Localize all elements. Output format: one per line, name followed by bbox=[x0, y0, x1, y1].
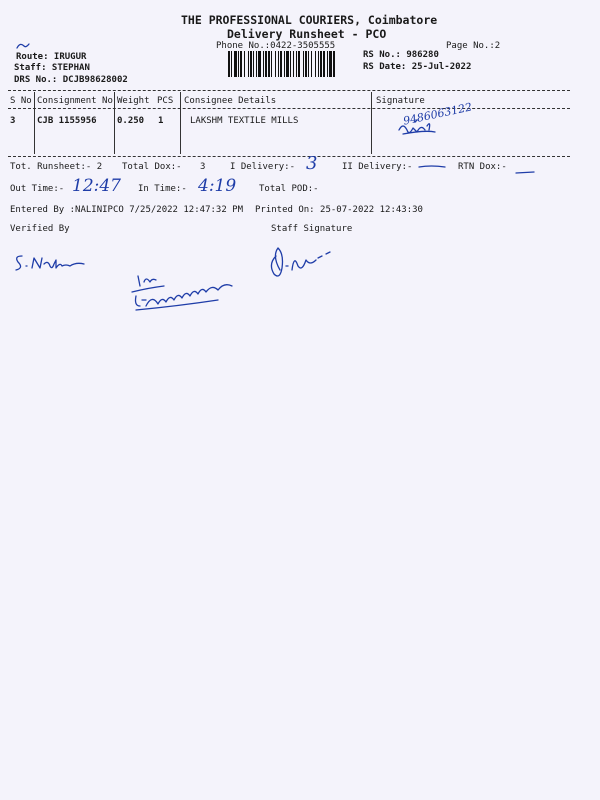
column-divider bbox=[114, 92, 115, 154]
pen-mark-icon bbox=[16, 42, 30, 50]
out-time-handwritten: 12:47 bbox=[72, 176, 121, 196]
entered-by: Entered By :NALINIPCO 7/25/2022 12:47:32 PM bbox=[10, 205, 243, 215]
barcode-bar bbox=[296, 51, 297, 77]
barcode-bar bbox=[293, 51, 294, 77]
staff-signature-label: Staff Signature bbox=[271, 224, 353, 234]
column-divider bbox=[371, 92, 372, 154]
total-dox-value: 3 bbox=[200, 162, 206, 172]
barcode-bar bbox=[327, 51, 328, 77]
barcode-bar bbox=[271, 51, 272, 77]
barcode-bar bbox=[250, 51, 252, 77]
verifier-signature bbox=[12, 250, 92, 274]
tot-runsheet: Tot. Runsheet:- 2 bbox=[10, 162, 103, 172]
ii-delivery-label: II Delivery:- bbox=[342, 162, 413, 172]
drs-number: DRS No.: DCJB98628002 bbox=[14, 75, 128, 85]
company-name: THE PROFESSIONAL COURIERS, Coimbatore bbox=[181, 13, 438, 27]
i-delivery-label: I Delivery:- bbox=[230, 162, 296, 172]
barcode-bar bbox=[258, 51, 261, 77]
total-pod-label: Total POD:- bbox=[259, 184, 319, 194]
col-header-sno: S No bbox=[10, 96, 32, 106]
col-header-consignment: Consignment No bbox=[37, 96, 113, 106]
barcode-bar bbox=[284, 51, 285, 77]
barcode-bar bbox=[238, 51, 239, 77]
barcode-bar bbox=[290, 51, 291, 77]
barcode-bar bbox=[256, 51, 257, 77]
row-weight: 0.250 bbox=[117, 116, 145, 126]
barcode-bar bbox=[305, 51, 307, 77]
staff-signature bbox=[266, 244, 346, 284]
barcode-bar bbox=[298, 51, 300, 77]
route-label: Route: IRUGUR bbox=[16, 52, 87, 62]
table-top-rule bbox=[8, 90, 570, 91]
barcode-bar bbox=[286, 51, 289, 77]
row-pcs: 1 bbox=[158, 116, 164, 126]
i-delivery-handwritten: 3 bbox=[306, 153, 318, 174]
barcode-bar bbox=[318, 51, 319, 77]
in-time-handwritten: 4:19 bbox=[198, 176, 237, 196]
rs-number: RS No.: 986280 bbox=[363, 50, 439, 60]
rtn-dox-label: RTN Dox:- bbox=[458, 162, 507, 172]
barcode-bar bbox=[320, 51, 322, 77]
barcode-bar bbox=[263, 51, 264, 77]
row-consignee: LAKSHM TEXTILE MILLS bbox=[190, 116, 299, 126]
col-header-signature: Signature bbox=[376, 96, 425, 106]
barcode-bar bbox=[308, 51, 309, 77]
barcode-bar bbox=[275, 51, 276, 77]
staff-label: Staff: STEPHAN bbox=[14, 63, 90, 73]
table-bottom-rule bbox=[8, 156, 570, 157]
barcode-bar bbox=[315, 51, 316, 77]
column-divider bbox=[34, 92, 35, 154]
printed-on: Printed On: 25-07-2022 12:43:30 bbox=[255, 205, 423, 215]
barcode-bar bbox=[234, 51, 237, 77]
col-header-weight: Weight bbox=[117, 96, 150, 106]
barcode-bar bbox=[240, 51, 242, 77]
barcode-bar bbox=[253, 51, 254, 77]
rtn-dox-dash-mark bbox=[514, 170, 536, 176]
row-consignment-no: CJB 1155956 bbox=[37, 116, 97, 126]
barcode-bar bbox=[323, 51, 325, 77]
barcode-bar bbox=[333, 51, 335, 77]
barcode bbox=[228, 51, 355, 77]
total-dox-label: Total Dox:- bbox=[122, 162, 182, 172]
col-header-consignee: Consignee Details bbox=[184, 96, 277, 106]
barcode-bar bbox=[311, 51, 312, 77]
page-number: Page No.:2 bbox=[446, 41, 501, 51]
barcode-bar bbox=[303, 51, 304, 77]
staff-handwritten-name bbox=[128, 266, 258, 316]
col-header-pcs: PCS bbox=[157, 96, 174, 106]
ii-delivery-dash-mark bbox=[417, 164, 447, 170]
rs-date: RS Date: 25-Jul-2022 bbox=[363, 62, 472, 72]
document-title: Delivery Runsheet - PCO bbox=[227, 27, 387, 41]
barcode-bar bbox=[329, 51, 332, 77]
in-time-label: In Time:- bbox=[138, 184, 187, 194]
barcode-bar bbox=[278, 51, 279, 77]
out-time-label: Out Time:- bbox=[10, 184, 65, 194]
barcode-bar bbox=[228, 51, 230, 77]
barcode-bar bbox=[248, 51, 249, 77]
phone-number: Phone No.:0422-3505555 bbox=[216, 41, 336, 51]
column-divider bbox=[180, 92, 181, 154]
barcode-bar bbox=[265, 51, 267, 77]
barcode-bar bbox=[231, 51, 232, 77]
verified-by-label: Verified By bbox=[10, 224, 70, 234]
receiver-phone-handwriting: 9486063122 bbox=[402, 100, 474, 128]
barcode-bar bbox=[268, 51, 270, 77]
row-sno: 3 bbox=[10, 116, 16, 126]
table-header-rule bbox=[8, 108, 570, 109]
barcode-bar bbox=[244, 51, 245, 77]
barcode-bar bbox=[280, 51, 282, 77]
